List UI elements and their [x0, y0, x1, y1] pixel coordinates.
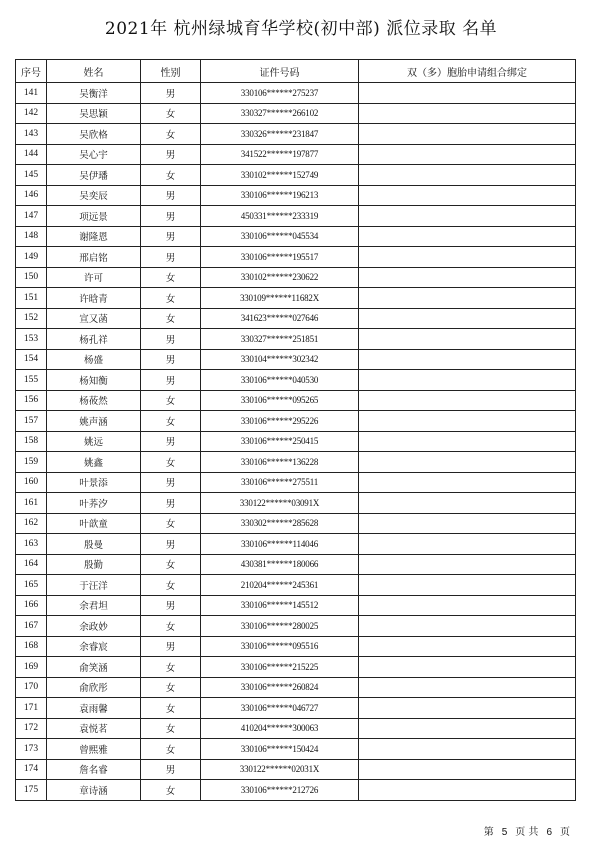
footer-prefix: 第: [483, 827, 494, 838]
cell-seq: 147: [16, 206, 47, 227]
cell-id-number: 330106******114046: [201, 534, 359, 555]
cell-name: 叶荞汐: [47, 493, 141, 514]
cell-gender: 女: [141, 739, 201, 760]
table-row: [16, 698, 576, 719]
cell-twin-binding: [359, 595, 576, 616]
cell-seq: 153: [16, 329, 47, 350]
table-row: [16, 349, 576, 370]
cell-name: 谢隆恩: [47, 226, 141, 247]
cell-twin-binding: [359, 247, 576, 268]
cell-gender: 男: [141, 206, 201, 227]
cell-name: 叶景添: [47, 472, 141, 493]
cell-id-number: 330106******150424: [201, 739, 359, 760]
cell-name: 杨盛: [47, 349, 141, 370]
cell-id-number: 330302******285628: [201, 513, 359, 534]
cell-twin-binding: [359, 657, 576, 678]
cell-name: 项远景: [47, 206, 141, 227]
table-row: [16, 144, 576, 165]
cell-seq: 158: [16, 431, 47, 452]
cell-seq: 144: [16, 144, 47, 165]
table-row: [16, 288, 576, 309]
cell-twin-binding: [359, 575, 576, 596]
cell-id-number: 330106******145512: [201, 595, 359, 616]
cell-id-number: 330106******295226: [201, 411, 359, 432]
cell-seq: 163: [16, 534, 47, 555]
cell-id-number: 330106******136228: [201, 452, 359, 473]
cell-seq: 155: [16, 370, 47, 391]
table-row: [16, 677, 576, 698]
cell-id-number: 330104******302342: [201, 349, 359, 370]
cell-gender: 女: [141, 575, 201, 596]
cell-id-number: 330106******250415: [201, 431, 359, 452]
cell-seq: 142: [16, 103, 47, 124]
cell-twin-binding: [359, 144, 576, 165]
cell-gender: 男: [141, 472, 201, 493]
cell-id-number: 330106******260824: [201, 677, 359, 698]
cell-seq: 161: [16, 493, 47, 514]
table-row: [16, 616, 576, 637]
cell-twin-binding: [359, 718, 576, 739]
cell-gender: 男: [141, 247, 201, 268]
table-row: [16, 124, 576, 145]
cell-name: 曾熙雅: [47, 739, 141, 760]
cell-twin-binding: [359, 165, 576, 186]
page-footer: [482, 823, 572, 838]
table-row: [16, 308, 576, 329]
cell-twin-binding: [359, 431, 576, 452]
cell-name: 许可: [47, 267, 141, 288]
cell-gender: 女: [141, 657, 201, 678]
table-row: [16, 780, 576, 801]
cell-gender: 女: [141, 124, 201, 145]
cell-seq: 151: [16, 288, 47, 309]
cell-name: 许晗青: [47, 288, 141, 309]
table-row: [16, 185, 576, 206]
cell-seq: 145: [16, 165, 47, 186]
cell-name: 詹名睿: [47, 759, 141, 780]
cell-gender: 男: [141, 759, 201, 780]
cell-gender: 男: [141, 185, 201, 206]
cell-id-number: 330327******251851: [201, 329, 359, 350]
table-row: [16, 226, 576, 247]
cell-seq: 141: [16, 83, 47, 104]
cell-id-number: 330106******212726: [201, 780, 359, 801]
cell-twin-binding: [359, 288, 576, 309]
cell-gender: 女: [141, 698, 201, 719]
table-row: [16, 206, 576, 227]
cell-id-number: 330122******03091X: [201, 493, 359, 514]
cell-seq: 171: [16, 698, 47, 719]
cell-name: 殷勤: [47, 554, 141, 575]
cell-id-number: 330106******095265: [201, 390, 359, 411]
cell-twin-binding: [359, 739, 576, 760]
cell-id-number: 330102******230622: [201, 267, 359, 288]
cell-seq: 157: [16, 411, 47, 432]
table-row: [16, 718, 576, 739]
cell-twin-binding: [359, 452, 576, 473]
cell-seq: 165: [16, 575, 47, 596]
cell-name: 宣又菡: [47, 308, 141, 329]
cell-gender: 女: [141, 554, 201, 575]
table-row: [16, 370, 576, 391]
table-header-row: [16, 60, 576, 83]
cell-twin-binding: [359, 349, 576, 370]
cell-twin-binding: [359, 636, 576, 657]
table-row: [16, 534, 576, 555]
table-row: [16, 329, 576, 350]
table-row: [16, 267, 576, 288]
table-row: [16, 431, 576, 452]
cell-twin-binding: [359, 329, 576, 350]
cell-gender: 男: [141, 595, 201, 616]
table-row: [16, 657, 576, 678]
cell-name: 吴思颖: [47, 103, 141, 124]
cell-id-number: 330106******045534: [201, 226, 359, 247]
cell-twin-binding: [359, 83, 576, 104]
cell-twin-binding: [359, 513, 576, 534]
cell-seq: 152: [16, 308, 47, 329]
cell-name: 杨知衡: [47, 370, 141, 391]
cell-twin-binding: [359, 780, 576, 801]
cell-seq: 160: [16, 472, 47, 493]
cell-id-number: 450331******233319: [201, 206, 359, 227]
cell-gender: 男: [141, 534, 201, 555]
cell-twin-binding: [359, 472, 576, 493]
cell-seq: 173: [16, 739, 47, 760]
cell-seq: 164: [16, 554, 47, 575]
cell-twin-binding: [359, 390, 576, 411]
cell-seq: 172: [16, 718, 47, 739]
cell-twin-binding: [359, 103, 576, 124]
cell-twin-binding: [359, 554, 576, 575]
cell-name: 余政妙: [47, 616, 141, 637]
cell-name: 袁悦茗: [47, 718, 141, 739]
cell-gender: 女: [141, 718, 201, 739]
cell-name: 吴奕辰: [47, 185, 141, 206]
cell-name: 吴衡洋: [47, 83, 141, 104]
cell-name: 叶歆童: [47, 513, 141, 534]
page-title: 2021年 杭州绿城育华学校(初中部) 派位录取 名单: [104, 19, 498, 39]
cell-name: 俞笑涵: [47, 657, 141, 678]
cell-seq: 167: [16, 616, 47, 637]
cell-name: 杨莜然: [47, 390, 141, 411]
cell-seq: 143: [16, 124, 47, 145]
cell-id-number: 410204******300063: [201, 718, 359, 739]
cell-gender: 女: [141, 452, 201, 473]
table-row: [16, 452, 576, 473]
table-body: [16, 83, 576, 801]
cell-twin-binding: [359, 308, 576, 329]
cell-id-number: 330106******196213: [201, 185, 359, 206]
cell-id-number: 210204******245361: [201, 575, 359, 596]
footer-page-number: 5: [501, 827, 508, 838]
footer-suffix: 页: [560, 827, 570, 838]
cell-seq: 150: [16, 267, 47, 288]
table-row: [16, 390, 576, 411]
cell-id-number: 330106******040530: [201, 370, 359, 391]
cell-gender: 男: [141, 144, 201, 165]
cell-seq: 175: [16, 780, 47, 801]
cell-name: 章诗涵: [47, 780, 141, 801]
cell-seq: 162: [16, 513, 47, 534]
footer-middle: 页 共: [515, 827, 539, 838]
header-seq: 序号: [16, 60, 47, 83]
table-row: [16, 739, 576, 760]
cell-gender: 女: [141, 267, 201, 288]
cell-id-number: 330106******095516: [201, 636, 359, 657]
cell-twin-binding: [359, 677, 576, 698]
cell-gender: 女: [141, 411, 201, 432]
header-gender: 性别: [141, 60, 201, 83]
cell-seq: 174: [16, 759, 47, 780]
cell-name: 余君坦: [47, 595, 141, 616]
cell-twin-binding: [359, 185, 576, 206]
cell-gender: 女: [141, 103, 201, 124]
cell-seq: 146: [16, 185, 47, 206]
cell-id-number: 330106******275237: [201, 83, 359, 104]
cell-twin-binding: [359, 124, 576, 145]
cell-name: 姚鑫: [47, 452, 141, 473]
header-twin-binding: 双（多）胞胎申请组合绑定: [359, 60, 576, 83]
cell-name: 姚声涵: [47, 411, 141, 432]
cell-gender: 女: [141, 780, 201, 801]
cell-name: 杨孔祥: [47, 329, 141, 350]
cell-name: 俞欣彤: [47, 677, 141, 698]
cell-gender: 女: [141, 308, 201, 329]
cell-gender: 男: [141, 431, 201, 452]
cell-gender: 男: [141, 349, 201, 370]
cell-name: 邢启铭: [47, 247, 141, 268]
header-id-number: 证件号码: [201, 60, 359, 83]
cell-twin-binding: [359, 759, 576, 780]
cell-twin-binding: [359, 616, 576, 637]
cell-name: 吴欣格: [47, 124, 141, 145]
cell-id-number: 330106******046727: [201, 698, 359, 719]
cell-id-number: 330102******152749: [201, 165, 359, 186]
cell-gender: 女: [141, 677, 201, 698]
cell-gender: 女: [141, 288, 201, 309]
cell-id-number: 330106******215225: [201, 657, 359, 678]
table-row: [16, 83, 576, 104]
cell-name: 姚远: [47, 431, 141, 452]
table-row: [16, 103, 576, 124]
table-row: [16, 165, 576, 186]
cell-twin-binding: [359, 493, 576, 514]
cell-id-number: 330109******11682X: [201, 288, 359, 309]
cell-twin-binding: [359, 206, 576, 227]
cell-id-number: 330106******280025: [201, 616, 359, 637]
cell-id-number: 430381******180066: [201, 554, 359, 575]
table-row: [16, 411, 576, 432]
cell-gender: 男: [141, 370, 201, 391]
cell-twin-binding: [359, 411, 576, 432]
cell-gender: 男: [141, 493, 201, 514]
cell-seq: 149: [16, 247, 47, 268]
cell-name: 吴心宇: [47, 144, 141, 165]
cell-id-number: 341623******027646: [201, 308, 359, 329]
cell-id-number: 341522******197877: [201, 144, 359, 165]
table-row: [16, 575, 576, 596]
cell-twin-binding: [359, 267, 576, 288]
table-row: [16, 493, 576, 514]
cell-twin-binding: [359, 534, 576, 555]
cell-name: 于汪洋: [47, 575, 141, 596]
admission-table: [15, 59, 576, 801]
cell-gender: 女: [141, 165, 201, 186]
cell-twin-binding: [359, 698, 576, 719]
cell-id-number: 330106******275511: [201, 472, 359, 493]
footer-total-pages: 6: [546, 827, 552, 838]
cell-id-number: 330106******195517: [201, 247, 359, 268]
table-row: [16, 472, 576, 493]
cell-name: 余睿宸: [47, 636, 141, 657]
cell-seq: 166: [16, 595, 47, 616]
cell-gender: 男: [141, 636, 201, 657]
cell-twin-binding: [359, 370, 576, 391]
cell-gender: 女: [141, 390, 201, 411]
cell-seq: 154: [16, 349, 47, 370]
header-name: 姓名: [47, 60, 141, 83]
table-row: [16, 636, 576, 657]
cell-gender: 男: [141, 83, 201, 104]
cell-seq: 168: [16, 636, 47, 657]
table-row: [16, 759, 576, 780]
cell-seq: 148: [16, 226, 47, 247]
table-row: [16, 595, 576, 616]
cell-id-number: 330122******02031X: [201, 759, 359, 780]
cell-gender: 男: [141, 329, 201, 350]
cell-seq: 169: [16, 657, 47, 678]
cell-gender: 女: [141, 513, 201, 534]
cell-name: 殷曼: [47, 534, 141, 555]
cell-name: 吴伊璠: [47, 165, 141, 186]
cell-gender: 女: [141, 616, 201, 637]
cell-seq: 159: [16, 452, 47, 473]
cell-id-number: 330327******266102: [201, 103, 359, 124]
cell-id-number: 330326******231847: [201, 124, 359, 145]
cell-name: 袁雨馨: [47, 698, 141, 719]
table-row: [16, 247, 576, 268]
table-row: [16, 513, 576, 534]
cell-twin-binding: [359, 226, 576, 247]
table-row: [16, 554, 576, 575]
cell-gender: 男: [141, 226, 201, 247]
cell-seq: 170: [16, 677, 47, 698]
cell-seq: 156: [16, 390, 47, 411]
